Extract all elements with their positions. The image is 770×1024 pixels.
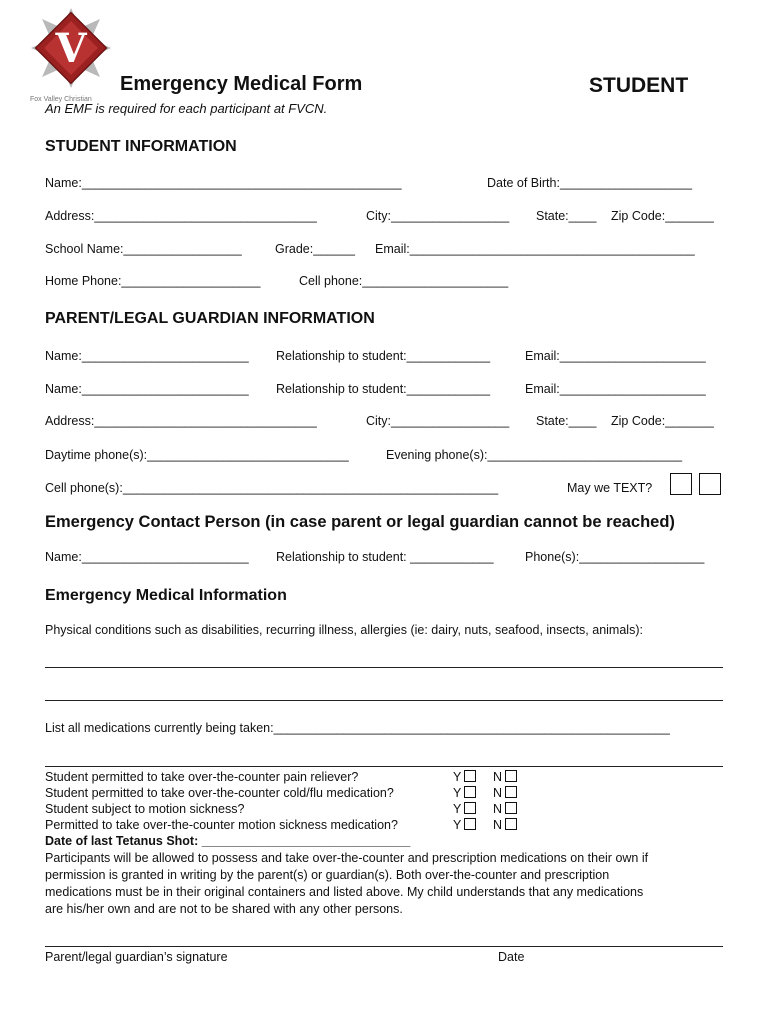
policy-line-3: medications must be in their original containers and listed above. My child understands that any medications [45,885,644,899]
no-label: N [493,786,503,800]
no-label: N [493,818,503,832]
may-text-no-checkbox[interactable] [699,473,721,495]
parent-section-heading: PARENT/LEGAL GUARDIAN INFORMATION [45,310,375,327]
student-home-phone-field[interactable]: Home Phone:____________________ [45,274,261,288]
student-section-heading: STUDENT INFORMATION [45,138,237,155]
student-email-field[interactable]: Email:_________________________________________ [375,242,695,256]
yes-checkbox[interactable] [464,802,476,814]
student-badge: STUDENT [589,74,689,97]
yes-checkbox[interactable] [464,818,476,830]
yes-label: Y [453,802,462,816]
parent-daytime-phone-field[interactable]: Daytime phone(s):_____________________________ [45,448,349,462]
yes-label: Y [453,786,462,800]
parent2-email-field[interactable]: Email:_____________________ [525,382,706,396]
logo-letter: V [55,25,87,72]
no-checkbox[interactable] [505,802,517,814]
conditions-prompt: Physical conditions such as disabilities, recurring illness, allergies (ie: dairy, nuts, seafood, insects, animals): [45,623,643,637]
emergency-phone-field[interactable]: Phone(s):__________________ [525,550,705,564]
yes-option[interactable] [453,801,476,817]
question-pain-reliever: Student permitted to take over-the-counter pain reliever? [45,770,359,784]
signature-label: Parent/legal guardian’s signature [45,950,228,964]
conditions-line-2[interactable] [45,700,723,701]
parent-city-field[interactable]: City:_________________ [366,414,510,428]
no-label: N [493,802,503,816]
no-option[interactable] [493,769,517,785]
signature-line[interactable] [45,946,723,947]
parent2-relationship-field[interactable]: Relationship to student:____________ [276,382,491,396]
medical-section-heading: Emergency Medical Information [45,587,287,604]
question-motion-sickness: Student subject to motion sickness? [45,802,245,816]
yes-label: Y [453,770,462,784]
policy-line-4: are his/her own and are not to be shared with any other persons. [45,902,403,916]
form-title: Emergency Medical Form [120,73,363,95]
emergency-contact-heading: Emergency Contact Person (in case parent or legal guardian cannot be reached) [45,513,675,531]
student-state-field[interactable]: State:____ [536,209,597,223]
no-label: N [493,770,503,784]
yes-checkbox[interactable] [464,770,476,782]
emergency-name-field[interactable]: Name:________________________ [45,550,249,564]
student-cell-phone-field[interactable]: Cell phone:_____________________ [299,274,509,288]
parent-state-field[interactable]: State:____ [536,414,597,428]
parent-address-field[interactable]: Address:________________________________ [45,414,317,428]
yes-option[interactable] [453,817,476,833]
no-option[interactable] [493,817,517,833]
no-checkbox[interactable] [505,770,517,782]
yes-option[interactable] [453,785,476,801]
parent1-email-field[interactable]: Email:_____________________ [525,349,706,363]
student-address-field[interactable]: Address:________________________________ [45,209,317,223]
student-city-field[interactable]: City:_________________ [366,209,510,223]
student-dob-field[interactable]: Date of Birth:___________________ [487,176,693,190]
question-motion-medication: Permitted to take over-the-counter motion sickness medication? [45,818,398,832]
student-school-field[interactable]: School Name:_________________ [45,242,242,256]
emergency-relationship-field[interactable]: Relationship to student: ____________ [276,550,494,564]
no-option[interactable] [493,801,517,817]
question-cold-flu: Student permitted to take over-the-counter cold/flu medication? [45,786,394,800]
parent1-relationship-field[interactable]: Relationship to student:____________ [276,349,491,363]
logo-caption: Fox Valley Christian [30,96,92,103]
parent-cell-phone-field[interactable]: Cell phone(s):______________________________________________________ [45,481,499,495]
student-grade-field[interactable]: Grade:______ [275,242,355,256]
medications-field[interactable]: List all medications currently being taken:_________________________________________________________ [45,721,670,735]
may-text-label: May we TEXT? [567,481,653,495]
parent-zip-field[interactable]: Zip Code:_______ [611,414,714,428]
parent1-name-field[interactable]: Name:________________________ [45,349,249,363]
student-name-field[interactable]: Name:______________________________________________ [45,176,402,190]
date-label: Date [498,950,525,964]
no-checkbox[interactable] [505,818,517,830]
parent-evening-phone-field[interactable]: Evening phone(s):____________________________ [386,448,683,462]
form-note: An EMF is required for each participant at FVCN. [45,101,328,116]
policy-line-2: permission is granted in writing by the parent(s) or guardian(s). Both over-the-counter and prescription [45,868,610,882]
yes-label: Y [453,818,462,832]
parent2-name-field[interactable]: Name:________________________ [45,382,249,396]
no-checkbox[interactable] [505,786,517,798]
no-option[interactable] [493,785,517,801]
yes-option[interactable] [453,769,476,785]
medications-line-2[interactable] [45,766,723,767]
policy-line-1: Participants will be allowed to possess and take over-the-counter and prescription medications on their own if [45,851,649,865]
may-text-yes-checkbox[interactable] [670,473,692,495]
student-zip-field[interactable]: Zip Code:_______ [611,209,714,223]
conditions-line-1[interactable] [45,667,723,668]
yes-checkbox[interactable] [464,786,476,798]
tetanus-field[interactable]: Date of last Tetanus Shot: ______________________________ [45,834,411,848]
organization-logo [25,6,117,102]
